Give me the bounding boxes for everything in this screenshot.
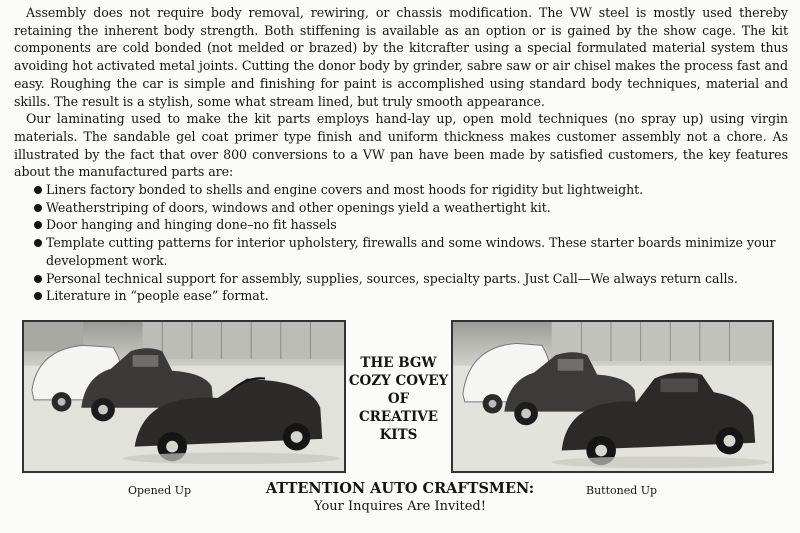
- paragraph-laminating: Our laminating used to make the kit parts employs hand-lay up, open mold techniques (no spray up) using virgin materials. The sandable gel coat primer type finish and uniform thickness makes customer assembly not a chore. As illustrated by the fact that over 800 conversions to a VW pan have been made by satisfied customers, the key features about the manufactured parts are:: [14, 111, 788, 180]
- body-text: [14, 4, 788, 305]
- caption-opened-up: Opened Up: [128, 484, 192, 497]
- feature-item: Weatherstriping of doors, windows and other openings yield a weathertight kit.: [34, 199, 788, 217]
- feature-list: [14, 181, 788, 305]
- attention-block: [0, 480, 800, 516]
- attention-subheading: Your Inquires Are Invited!: [314, 499, 486, 514]
- feature-item: Template cutting patterns for interior upholstery, firewalls and some windows. These starter boards minimize your development work.: [34, 234, 788, 269]
- paragraph-assembly: Assembly does not require body removal, rewiring, or chassis modification. The VW steel is mostly used thereby retaining the inherent body strength. Both stiffening is available as an option or is gained by the show cage. The kit components are cold bonded (not melded or brazed) by the kitcrafter using a special formulated material system thus avoiding hot activated metal joints. Cutting the donor body by grinder, sabre saw or air chisel makes the process fast and easy. Roughing the car is simple and finishing for paint is accomplished using standard body techniques, material and skills. The result is a stylish, some what stream lined, but truly smooth appearance.: [14, 5, 788, 109]
- feature-item: Literature in “people ease” format.: [34, 287, 788, 305]
- cars-opened-image: [24, 322, 344, 471]
- caption-buttoned-up: Buttoned Up: [586, 484, 658, 497]
- photo-buttoned-up: [451, 320, 774, 473]
- feature-item: Liners factory bonded to shells and engine covers and most hoods for rigidity but lightweight.: [34, 181, 788, 199]
- center-caption: [346, 354, 451, 444]
- cars-buttoned-image: [453, 322, 772, 471]
- photo-opened-up: [22, 320, 346, 473]
- center-caption-line: THE BGW: [360, 355, 437, 371]
- feature-item: Door hanging and hinging done–no fit hassels: [34, 216, 788, 234]
- center-caption-line: CREATIVE: [358, 409, 439, 425]
- center-caption-line: COZY COVEY: [348, 373, 449, 389]
- feature-item: Personal technical support for assembly, supplies, sources, specialty parts. Just Call—We always return calls.: [34, 270, 788, 288]
- attention-heading: ATTENTION AUTO CRAFTSMEN:: [265, 480, 535, 497]
- center-caption-line: KITS: [379, 427, 418, 443]
- center-caption-line: OF: [387, 391, 410, 407]
